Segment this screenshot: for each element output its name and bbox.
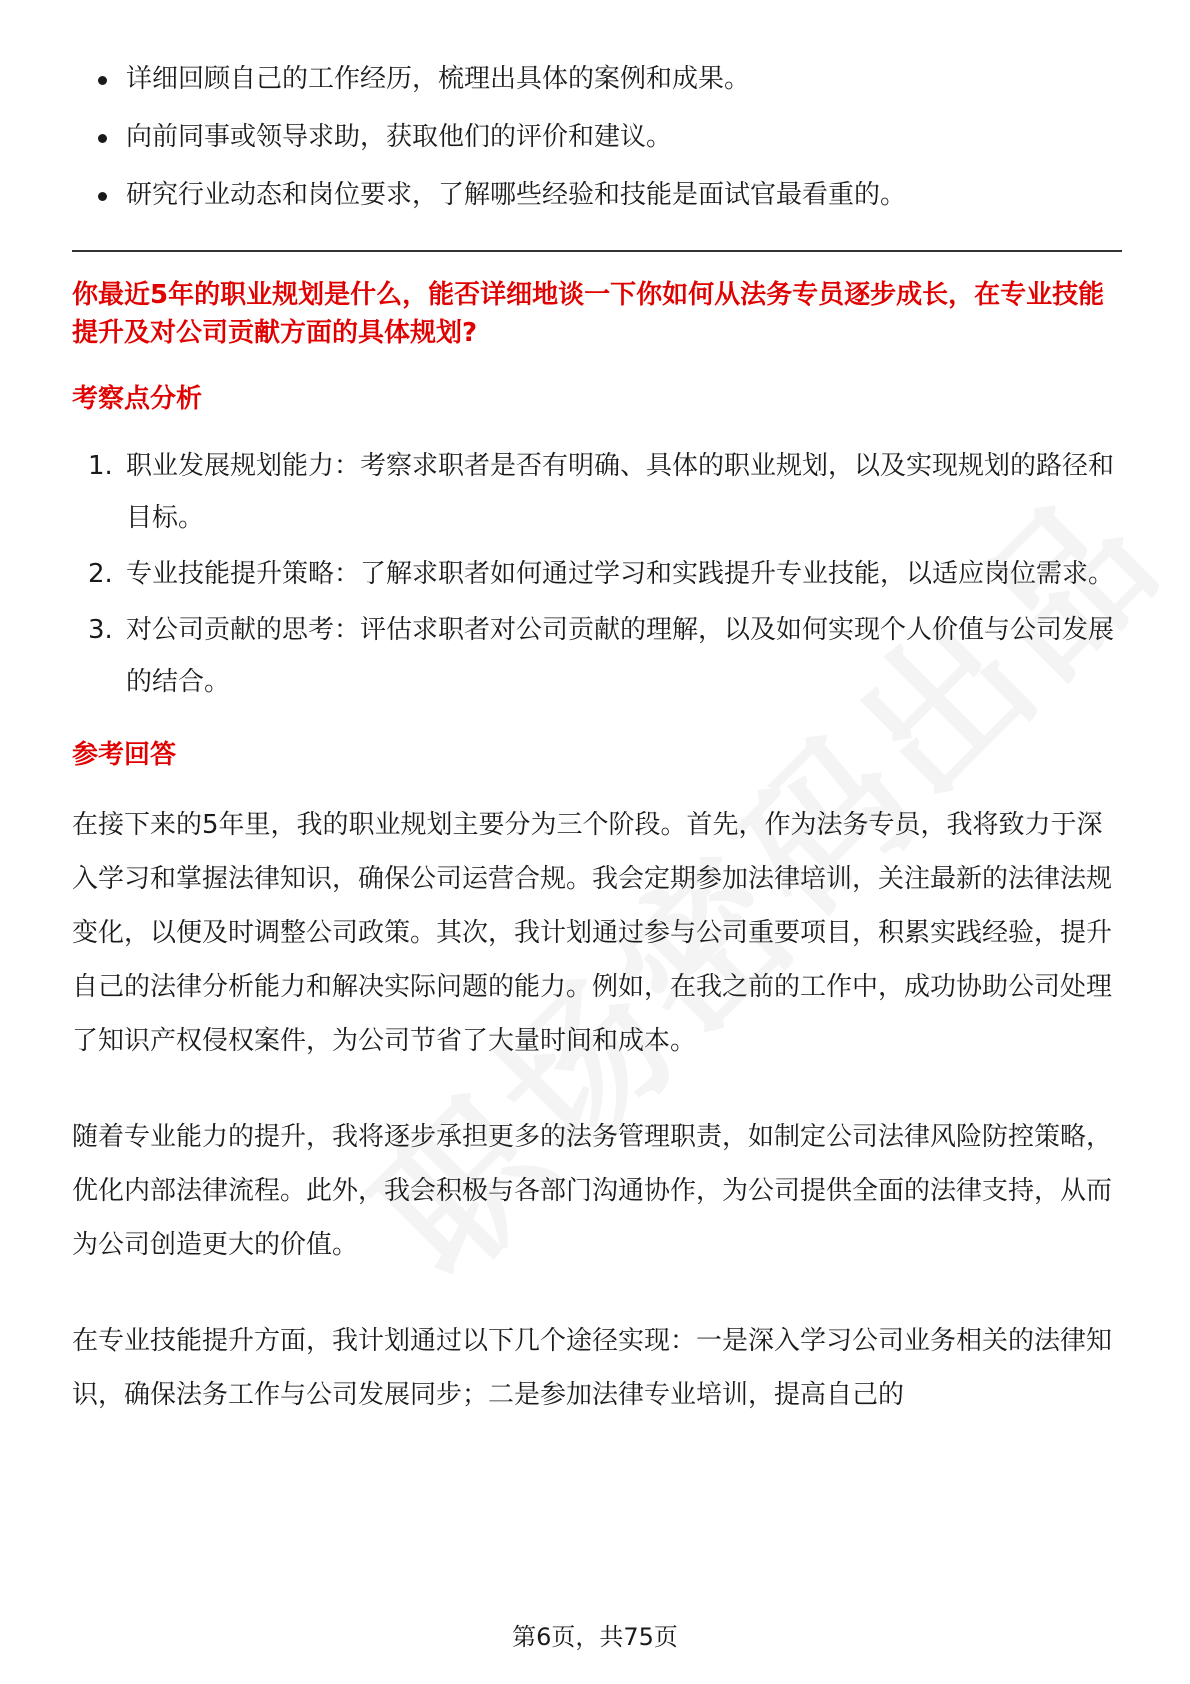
answer-body [72,798,1122,1422]
list-item-text: 对公司贡献的思考：评估求职者对公司贡献的理解，以及如何实现个人价值与公司发展的结合。 [126,615,1115,697]
list-number: 3. [88,615,113,645]
list-item [72,440,1122,544]
page-number: 第6页，共75页 [512,1623,678,1651]
list-item [72,548,1122,600]
tips-list [72,62,1122,212]
list-item-text: 职业发展规划能力：考察求职者是否有明确、具体的职业规划，以及实现规划的路径和目标。 [126,451,1115,533]
list-item [72,62,1122,96]
bullet-icon [98,192,107,201]
section-divider [72,250,1122,252]
list-number: 2. [88,559,113,589]
bullet-icon [98,134,107,143]
answer-paragraph: 在接下来的5年里，我的职业规划主要分为三个阶段。首先，作为法务专员，我将致力于深入学习和掌握法律知识，确保公司运营合规。我会定期参加法律培训，关注最新的法律法规变化，以便及时调整公司政策。其次，我计划通过参与公司重要项目，积累实践经验，提升自己的法律分析能力和解决实际问题的能力。例如，在我之前的工作中，成功协助公司处理了知识产权侵权案件，为公司节省了大量时间和成本。 [72,810,1113,1056]
list-item-text: 研究行业动态和岗位要求，了解哪些经验和技能是面试官最看重的。 [126,180,907,210]
list-number: 1. [88,451,113,481]
list-item-text: 详细回顾自己的工作经历，梳理出具体的案例和成果。 [126,64,751,94]
analysis-title: 考察点分析 [72,384,203,414]
list-item-text: 向前同事或领导求助，获取他们的评价和建议。 [126,122,673,152]
answer-paragraph: 随着专业能力的提升，我将逐步承担更多的法务管理职责，如制定公司法律风险防控策略，优化内部法律流程。此外，我会积极与各部门沟通协作，为公司提供全面的法律支持，从而为公司创造更大的价值。 [72,1122,1113,1260]
analysis-list [72,440,1122,708]
list-item [72,120,1122,154]
answer-title: 参考回答 [72,740,177,770]
question-heading: 你最近5年的职业规划是什么，能否详细地谈一下你如何从法务专员逐步成长，在专业技能提升及对公司贡献方面的具体规划? [72,280,1105,348]
list-item [72,178,1122,212]
answer-paragraph: 在专业技能提升方面，我计划通过以下几个途径实现：一是深入学习公司业务相关的法律知识，确保法务工作与公司发展同步；二是参加法律专业培训，提高自己的 [72,1326,1113,1410]
bullet-icon [98,76,107,85]
list-item [72,604,1122,708]
page-content [72,62,1122,1422]
list-item-text: 专业技能提升策略：了解求职者如何通过学习和实践提升专业技能，以适应岗位需求。 [126,559,1115,589]
